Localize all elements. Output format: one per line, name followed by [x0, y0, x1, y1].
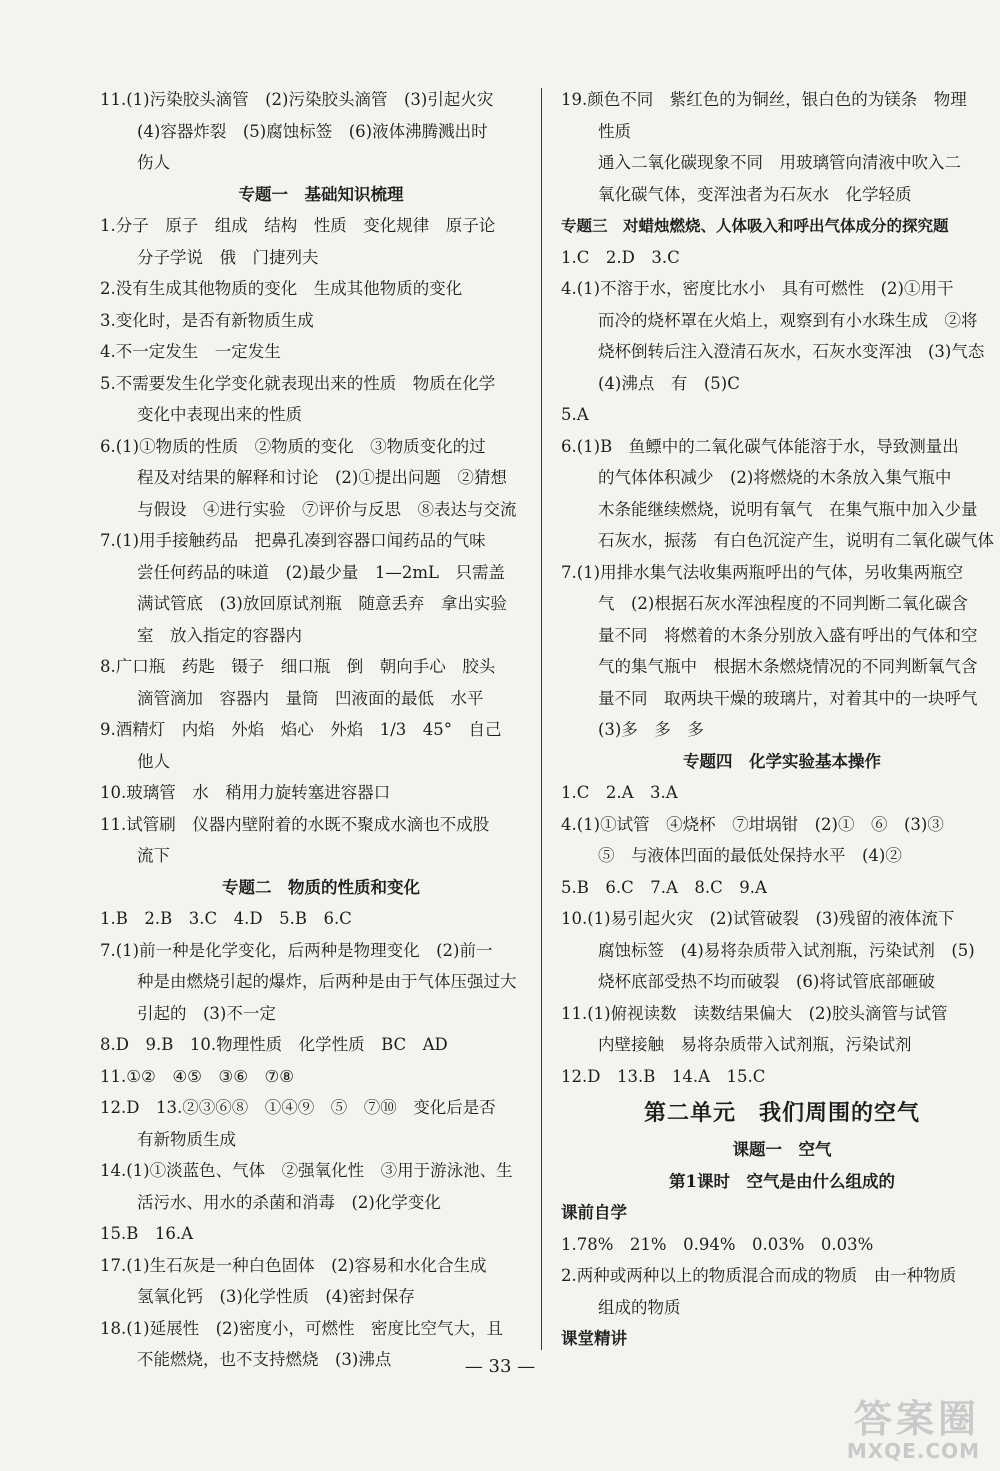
text-line: 量不同 取两块干燥的玻璃片，对着其中的一块呼气	[598, 688, 978, 708]
text-line: 7.(1)用手接触药品 把鼻孔凑到容器口闻药品的气味	[100, 531, 486, 550]
text-line: (4)沸点 有 (5)C	[598, 373, 740, 393]
text-line: 11.(1)污染胶头滴管 (2)污染胶头滴管 (3)引起火灾	[100, 90, 494, 109]
text-line: 14.(1)①淡蓝色、气体 ②强氧化性 ③用于游泳池、生	[100, 1161, 513, 1180]
text-line: 有新物质生成	[137, 1129, 236, 1149]
watermark-url: MXQE.COM	[846, 1439, 980, 1463]
text-line: 组成的物质	[598, 1297, 681, 1317]
text-line: 11.①② ④⑤ ③⑥ ⑦⑧	[100, 1066, 295, 1086]
text-line: 2.没有生成其他物质的变化 生成其他物质的变化	[100, 279, 463, 298]
text-line: 气的集气瓶中 根据木条燃烧情况的不同判断氧气含	[598, 657, 978, 676]
text-line: 引起的 (3)不一定	[137, 1003, 276, 1023]
text-line: 烧杯倒转后注入澄清石灰水，石灰水变浑浊 (3)气态	[598, 342, 985, 361]
text-line: 量不同 将燃着的木条分别放入盛有呼出的气体和空	[598, 625, 978, 645]
text-line: 他人	[137, 751, 170, 771]
text-line: 石灰水，振荡 有白色沉淀产生，说明有二氧化碳气体	[598, 531, 994, 550]
text-line: 9.酒精灯 内焰 外焰 焰心 外焰 1/3 45° 自己	[100, 720, 502, 739]
text-line: 17.(1)生石灰是一种白色固体 (2)容易和水化合生成	[100, 1255, 487, 1275]
text-line: 2.两种或两种以上的物质混合而成的物质 由一种物质	[561, 1266, 957, 1285]
text-line: 5.A	[561, 405, 589, 424]
text-line: 15.B 16.A	[100, 1224, 194, 1243]
text-line: 7.(1)用排水集气法收集两瓶呼出的气体，另收集两瓶空	[561, 562, 964, 582]
column-divider	[541, 88, 542, 1350]
text-line: 11.(1)俯视读数 读数结果偏大 (2)胶头滴管与试管	[561, 1003, 948, 1023]
text-line: 10.(1)易引起火灾 (2)试管破裂 (3)残留的液体流下	[561, 909, 955, 928]
text-line: 通入二氧化碳现象不同 用玻璃管向清液中吹入二	[598, 153, 961, 172]
text-line: 室 放入指定的容器内	[137, 625, 302, 645]
text-line: 课前自学	[561, 1203, 627, 1222]
text-line: 第二单元 我们周围的空气	[643, 1100, 920, 1126]
text-line: 伤人	[137, 153, 170, 172]
text-line: ⑤ 与液体凹面的最低处保持水平 (4)②	[598, 846, 902, 865]
text-line: 木条能继续燃烧，说明有氧气 在集气瓶中加入少量	[598, 499, 978, 519]
text-line: 11.试管刷 仪器内壁附着的水既不聚成水滴也不成股	[100, 814, 490, 834]
text-line: 满试管底 (3)放回原试剂瓶 随意丢弃 拿出实验	[137, 594, 507, 613]
text-line: 专题二 物质的性质和变化	[222, 877, 420, 897]
text-line: 专题四 化学实验基本操作	[683, 751, 881, 771]
text-line: 5.不需要发生化学变化就表现出来的性质 物质在化学	[100, 373, 496, 393]
text-line: 第1课时 空气是由什么组成的	[669, 1171, 895, 1191]
text-line: 变化中表现出来的性质	[137, 405, 302, 424]
text-line: 12.D 13.B 14.A 15.C	[561, 1066, 766, 1086]
text-line: 1.C 2.D 3.C	[561, 247, 680, 267]
watermark-logo-text: 答案圈	[853, 1397, 980, 1441]
text-line: 7.(1)前一种是化学变化，后两种是物理变化 (2)前一	[100, 940, 493, 960]
text-line: 课题一 空气	[732, 1140, 832, 1159]
text-line: 1.B 2.B 3.C 4.D 5.B 6.C	[100, 909, 352, 928]
text-line: 氢氧化钙 (3)化学性质 (4)密封保存	[137, 1287, 415, 1306]
text-line: 4.(1)①试管 ④烧杯 ⑦坩埚钳 (2)① ⑥ (3)③	[561, 814, 944, 834]
text-line: 流下	[137, 846, 170, 865]
text-line: 3.变化时，是否有新物质生成	[100, 310, 314, 330]
text-line: 活污水、用水的杀菌和消毒 (2)化学变化	[137, 1192, 441, 1212]
text-line: 专题一 基础知识梳理	[238, 184, 404, 204]
text-line: 专题三 对蜡烛燃烧、人体吸入和呼出气体成分的探究题	[561, 216, 949, 235]
text-line: 滴管滴加 容器内 量筒 凹液面的最低 水平	[137, 688, 484, 708]
left-column	[100, 84, 542, 1376]
right-column	[561, 84, 1000, 1355]
text-line: 氧化碳气体，变浑浊者为石灰水 化学轻质	[598, 184, 912, 204]
text-line: 烧杯底部受热不均而破裂 (6)将试管底部砸破	[598, 972, 935, 991]
text-line: 分子学说 俄 门捷列夫	[137, 247, 319, 267]
text-line: 不能燃烧，也不支持燃烧 (3)沸点	[137, 1350, 392, 1369]
text-line: 课堂精讲	[561, 1329, 627, 1348]
text-line: 种是由燃烧引起的爆炸，后两种是由于气体压强过大	[137, 972, 517, 991]
text-line: 19.颜色不同 紫红色的为铜丝，银白色的为镁条 物理	[561, 90, 967, 109]
page-number: — 33 —	[464, 1356, 536, 1377]
text-line: 6.(1)①物质的性质 ②物质的变化 ③物质变化的过	[100, 436, 486, 456]
text-line: 与假设 ④进行实验 ⑦评价与反思 ⑧表达与交流	[137, 499, 517, 519]
text-line: 12.D 13.②③⑥⑧ ①④⑨ ⑤ ⑦⑩ 变化后是否	[100, 1098, 496, 1117]
text-line: 1.C 2.A 3.A	[561, 783, 678, 802]
text-line: 4.(1)不溶于水，密度比水小 具有可燃性 (2)①用干	[561, 279, 954, 298]
text-line: 内壁接触 易将杂质带入试剂瓶，污染试剂	[598, 1035, 912, 1054]
text-line: 1.78% 21% 0.94% 0.03% 0.03%	[561, 1234, 874, 1254]
text-line: 的气体体积减少 (2)将燃烧的木条放入集气瓶中	[598, 468, 952, 487]
text-line: 程及对结果的解释和讨论 (2)①提出问题 ②猜想	[137, 468, 507, 487]
text-line: 8.广口瓶 药匙 镊子 细口瓶 倒 朝向手心 胶头	[100, 657, 496, 676]
text-line: 而冷的烧杯罩在火焰上，观察到有小水珠生成 ②将	[598, 310, 978, 330]
text-line: (4)容器炸裂 (5)腐蚀标签 (6)液体沸腾溅出时	[137, 121, 488, 141]
watermark	[847, 1399, 980, 1463]
text-line: 1.分子 原子 组成 结构 性质 变化规律 原子论	[100, 216, 496, 235]
text-line: 4.不一定发生 一定发生	[100, 342, 281, 361]
text-line: 腐蚀标签 (4)易将杂质带入试剂瓶，污染试剂 (5)	[598, 940, 975, 960]
text-line: 18.(1)延展性 (2)密度小，可燃性 密度比空气大，且	[100, 1318, 503, 1338]
text-line: 气 (2)根据石灰水浑浊程度的不同判断二氧化碳含	[598, 594, 968, 613]
text-line: 性质	[598, 121, 631, 141]
text-line: 尝任何药品的味道 (2)最少量 1—2mL 只需盖	[137, 562, 505, 582]
text-line: 8.D 9.B 10.物理性质 化学性质 BC AD	[100, 1035, 448, 1054]
text-line: 6.(1)B 鱼鳔中的二氧化碳气体能溶于水，导致测量出	[561, 436, 959, 456]
text-line: 10.玻璃管 水 稍用力旋转塞进容器口	[100, 783, 391, 802]
text-line: 5.B 6.C 7.A 8.C 9.A	[561, 877, 767, 897]
text-line: (3)多 多 多	[598, 720, 704, 739]
